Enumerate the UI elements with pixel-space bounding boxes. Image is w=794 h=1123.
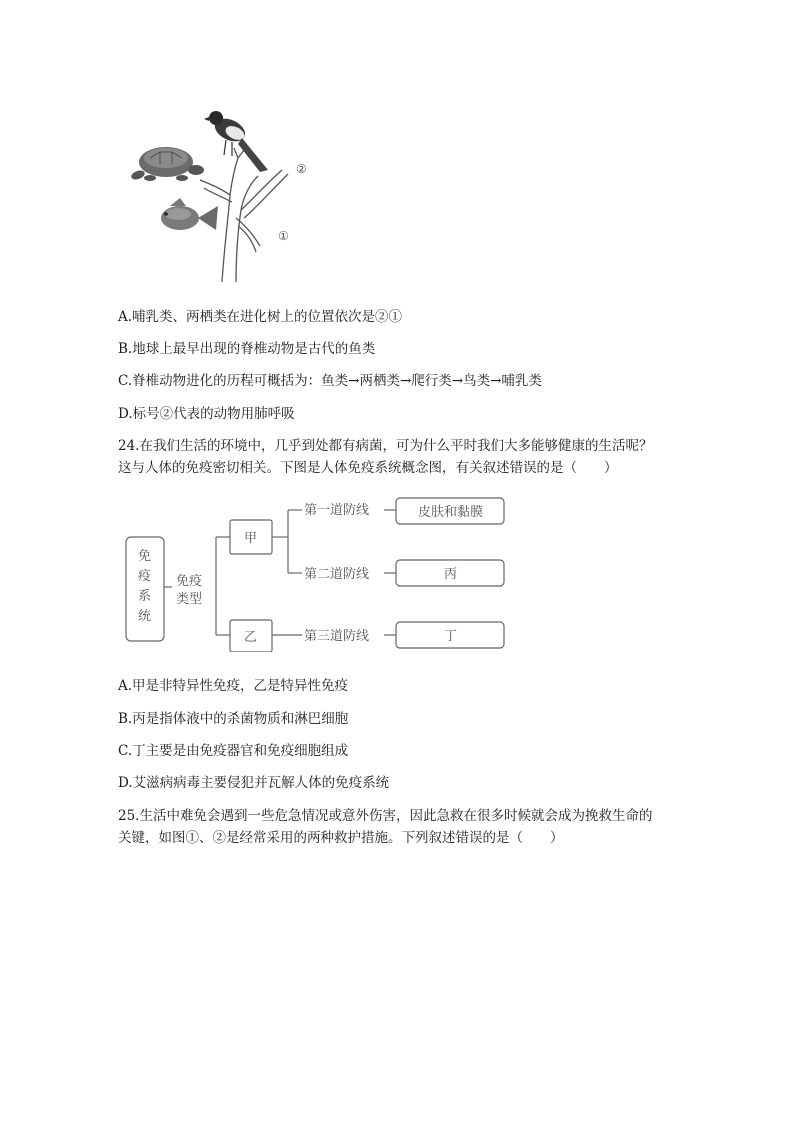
first-line-content: 皮肤和黏膜 xyxy=(418,505,484,520)
q23-option-d: D.标号②代表的动物用肺呼吸 xyxy=(118,406,295,422)
immune-type-label-2: 类型 xyxy=(176,592,203,607)
second-line-label: 第二道防线 xyxy=(304,567,370,582)
marker-1: ① xyxy=(278,229,289,243)
q24-option-d: D.艾滋病病毒主要侵犯并瓦解人体的免疫系统 xyxy=(118,775,390,791)
yi-label: 乙 xyxy=(244,630,258,645)
q23-option-c: C.脊椎动物进化的历程可概括为：鱼类→两栖类→爬行类→鸟类→哺乳类 xyxy=(118,373,542,389)
turtle-icon xyxy=(130,147,204,181)
q24-stem-line1: 24.在我们生活的环境中，几乎到处都有病菌，可为什么平时我们大多能够健康的生活呢？ xyxy=(118,438,653,454)
root-char-2: 疫 xyxy=(138,569,152,584)
q24-stem-line2: 这与人体的免疫密切相关。下图是人体免疫系统概念图，有关叙述错误的是（ ） xyxy=(118,460,618,476)
q24-option-a: A.甲是非特异性免疫，乙是特异性免疫 xyxy=(118,678,349,694)
immune-type-label-1: 免疫 xyxy=(176,574,203,589)
q23-option-a: A.哺乳类、两栖类在进化树上的位置依次是②① xyxy=(118,309,403,325)
root-char-4: 统 xyxy=(138,609,152,624)
evolution-tree-figure xyxy=(120,100,320,290)
first-line-label: 第一道防线 xyxy=(304,503,370,518)
jia-label: 甲 xyxy=(244,531,258,546)
q24-option-b: B.丙是指体液中的杀菌物质和淋巴细胞 xyxy=(118,711,349,727)
marker-2: ② xyxy=(296,162,307,176)
immune-system-diagram xyxy=(120,492,520,652)
q24-option-c: C.丁主要是由免疫器官和免疫细胞组成 xyxy=(118,743,349,759)
third-line-content: 丁 xyxy=(444,629,458,644)
third-line-label: 第三道防线 xyxy=(304,629,370,644)
q25-stem-line2: 关键，如图①、②是经常采用的两种救护措施。下列叙述错误的是（ ） xyxy=(118,830,564,846)
fish-icon xyxy=(161,198,218,230)
root-char-1: 免 xyxy=(138,549,152,564)
root-char-3: 系 xyxy=(138,589,152,604)
second-line-content: 丙 xyxy=(444,567,458,582)
q25-stem-line1: 25.生活中难免会遇到一些危急情况或意外伤害，因此急救在很多时候就会成为挽救生命的 xyxy=(118,808,653,824)
q23-option-b: B.地球上最早出现的脊椎动物是古代的鱼类 xyxy=(118,341,376,357)
